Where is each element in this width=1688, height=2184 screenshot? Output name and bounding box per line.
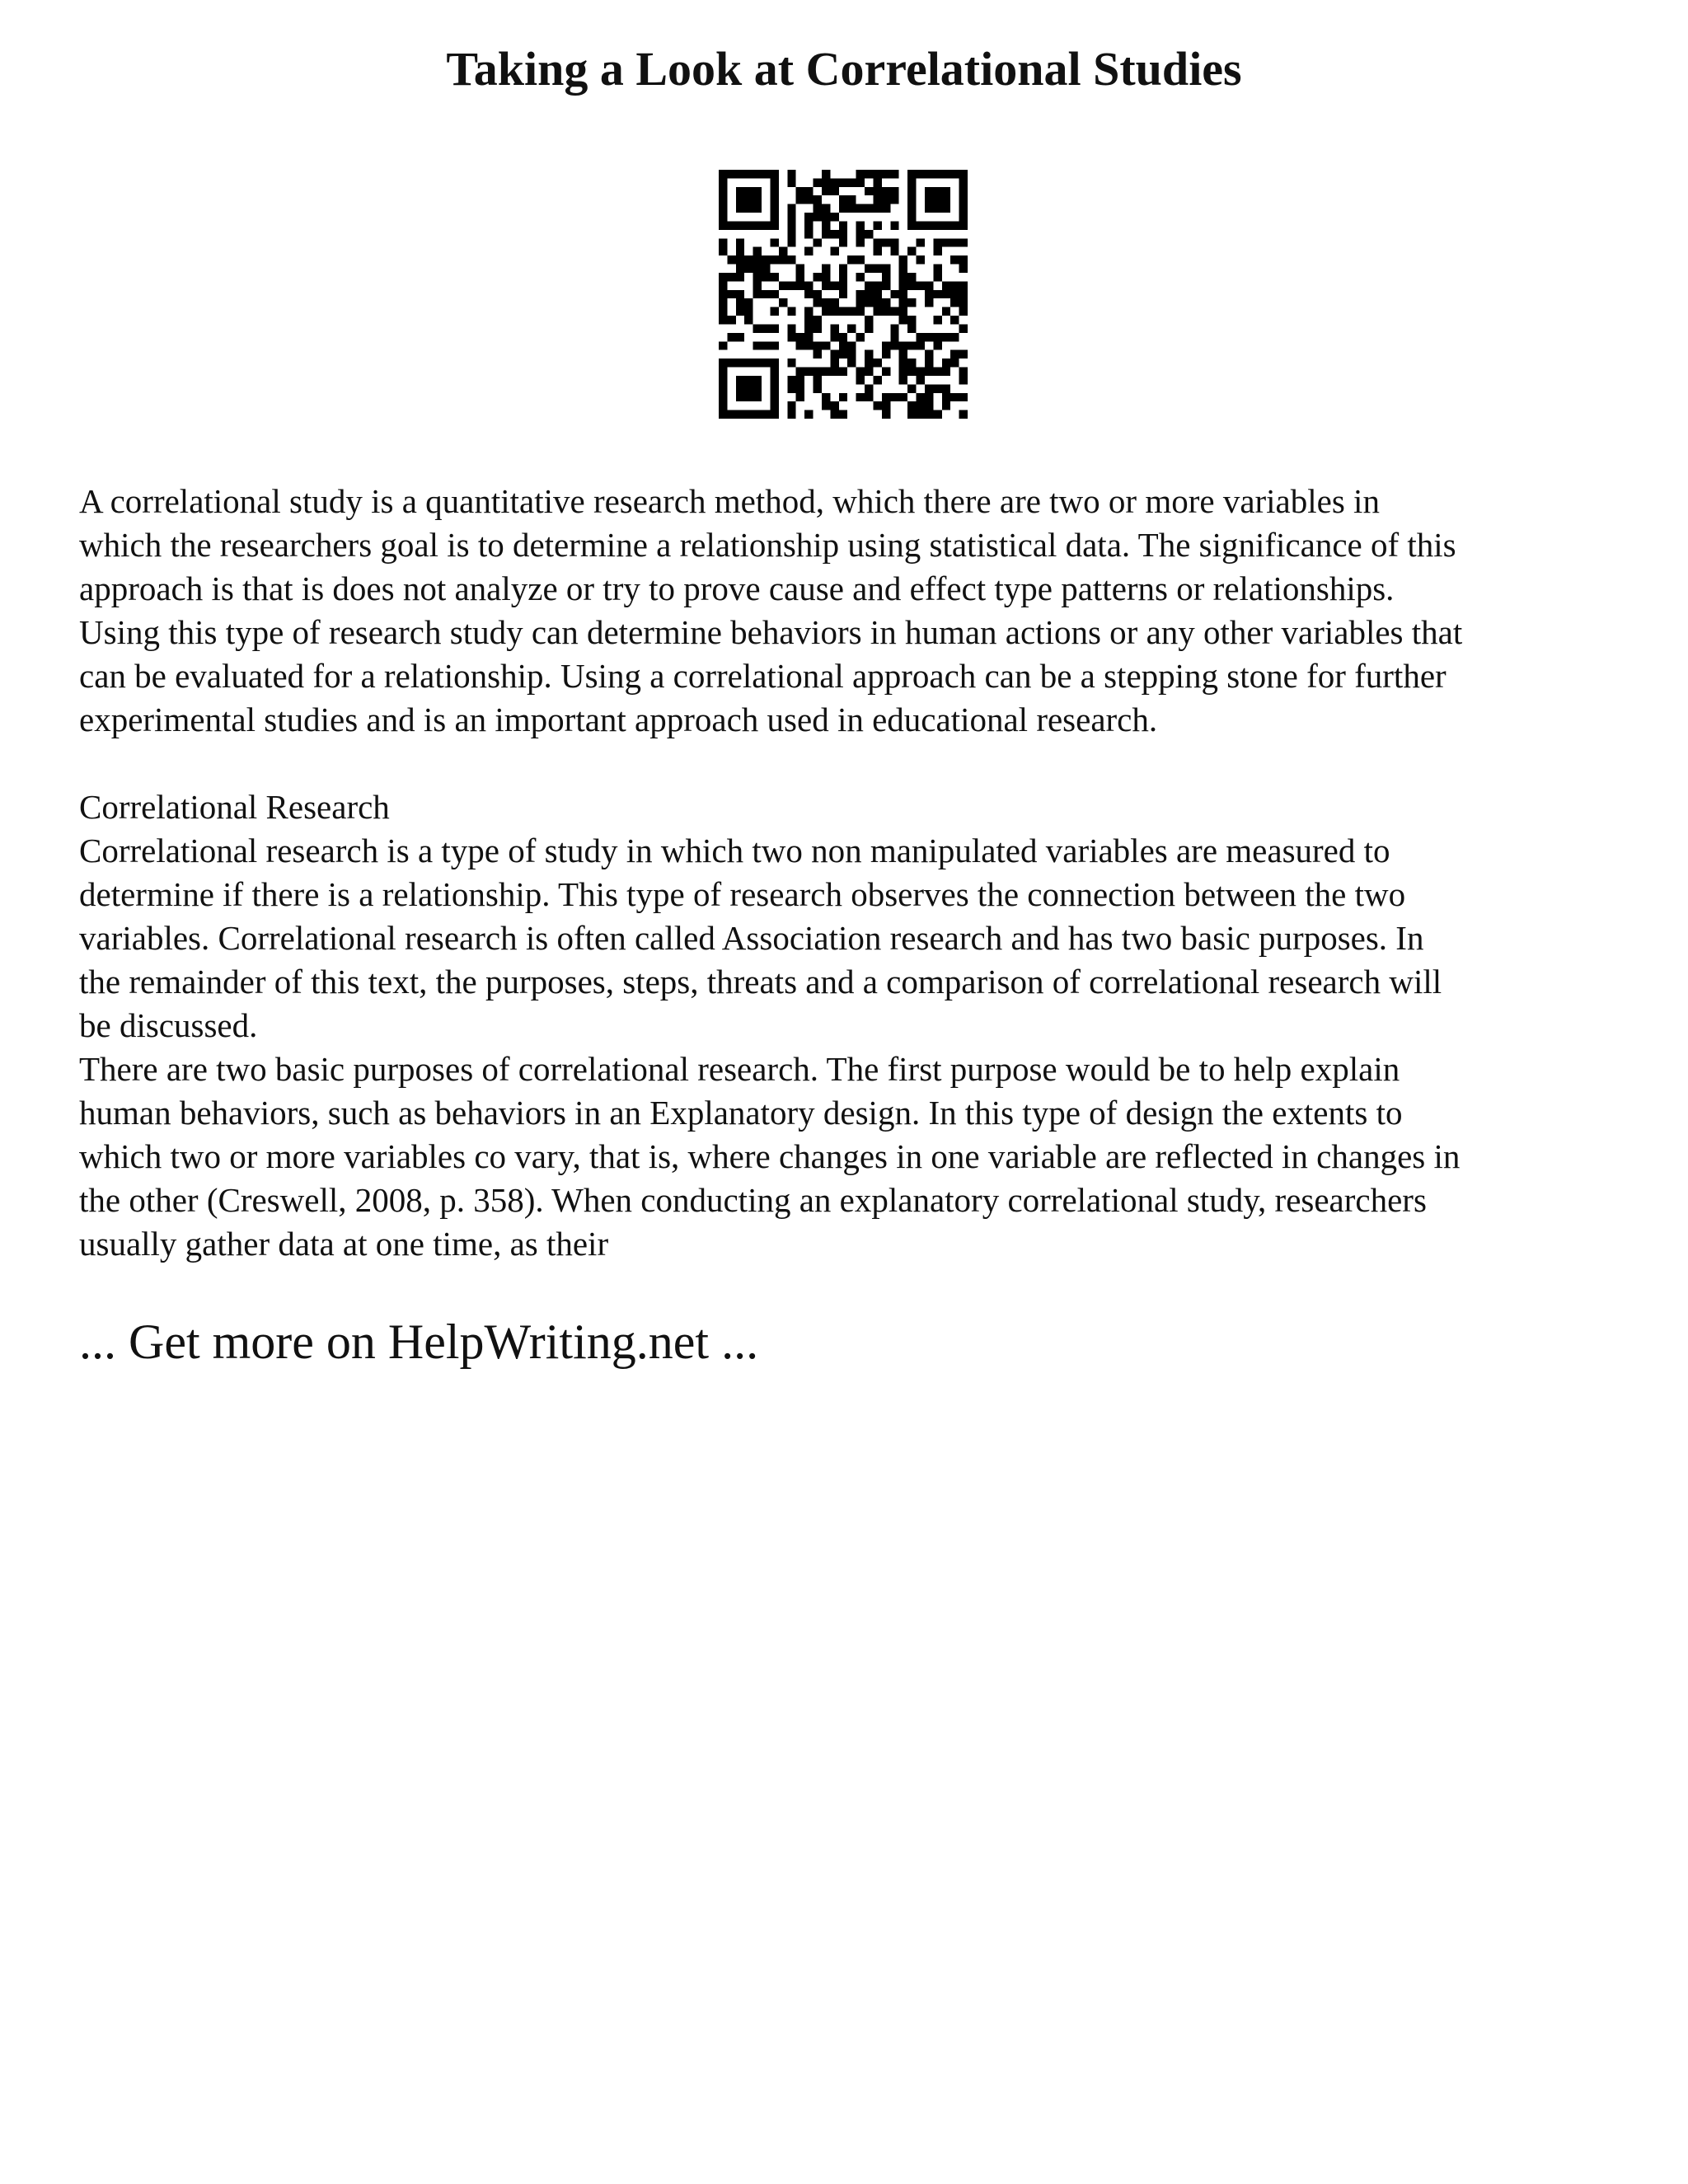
- paragraph-spacer: [79, 742, 1629, 785]
- document-title: Taking a Look at Correlational Studies: [446, 42, 1242, 96]
- footer-link[interactable]: ... Get more on HelpWriting.net ...: [79, 1315, 759, 1369]
- qr-code-icon: [719, 170, 968, 419]
- qr-code-graphic: [719, 170, 968, 419]
- section-paragraph-1: Correlational research is a type of study in which two non manipulated variables are measured to determine if there is a relationship. This type of research observes the connection between the two variables. Correlational research is often called Association research and has two basic purposes. In the remainder of this text, the purposes, steps, threats and a comparison of correlational research will be discussed.: [79, 832, 1442, 1044]
- intro-paragraph: A correlational study is a quantitative research method, which there are two or more variables in which the researchers goal is to determine a relationship using statistical data. The significance of this approach is that is does not analyze or try to prove cause and effect type patterns or relationships. Using this type of research study can determine behaviors in human actions or any other variables that can be evaluated for a relationship. Using a correlational approach can be a stepping stone for further experimental studies and is an important approach used in educational research.: [79, 482, 1463, 738]
- section-paragraph-2: There are two basic purposes of correlational research. The first purpose would be to help explain human behaviors, such as behaviors in an Explanatory design. In this type of design the extents to which two or more variables co vary, that is, where changes in one variable are reflected in changes in the other (Creswell, 2008, p. 358). When conducting an explanatory correlational study, researchers usually gather data at one time, as their: [79, 1050, 1461, 1263]
- section-heading: Correlational Research: [79, 788, 390, 826]
- document-body: [79, 480, 1629, 1266]
